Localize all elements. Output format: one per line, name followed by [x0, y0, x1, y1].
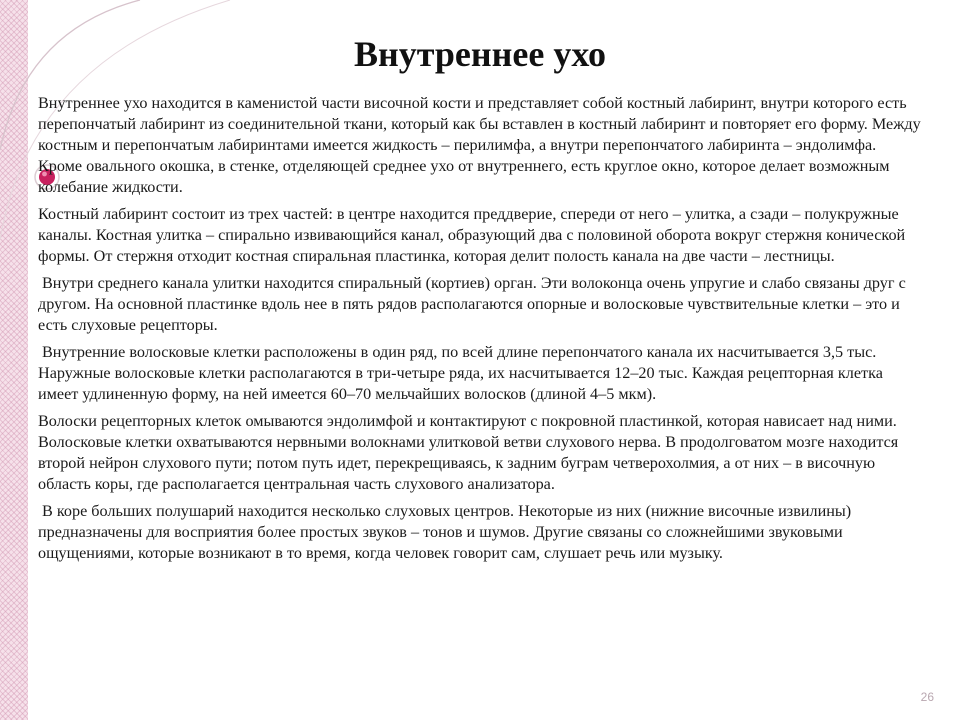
slide-title: Внутреннее ухо	[354, 34, 606, 74]
paragraph-auditory-centers: В коре больших полушарий находится несколько слуховых центров. Некоторые из них (нижние височные извилины) предназначены для восприятия более простых звуков – тонов и шумов. Другие связаны со сложнейшими звуковыми ощущениями, которые возникают в то время, когда человек говорит сам, слушает речь или музыку.	[38, 502, 852, 562]
slide-body	[38, 93, 924, 570]
paragraph-hair-cells: Внутренние волосковые клетки расположены в один ряд, по всей длине перепончатого канала их насчитывается 3,5 тыс. Наружные волосковые клетки располагаются в три-четыре ряда, их насчитывается 12–20 тыс. Каждая рецепторная клетка имеет удлиненную форму, на ней имеется 60–70 мельчайших волосков (длиной 4–5 мкм).	[38, 343, 883, 403]
paragraph-inner-ear-overview: Внутреннее ухо находится в каменистой части височной кости и представляет собой костный лабиринт, внутри которого есть перепончатый лабиринт из соединительной ткани, который как бы вставлен в костный лабиринт и повторяет его форму. Между костным и перепончатым лабиринтами имеется жидкость – перилимфа, а внутри перепончатого лабиринта – эндолимфа. Кроме овального окошка, в стенке, отделяющей среднее ухо от внутреннего, есть круглое окно, которое делает возможным колебание жидкости.	[38, 94, 921, 196]
paragraph-bony-labyrinth: Костный лабиринт состоит из трех частей: в центре находится преддверие, спереди от него – улитка, а сзади – полукружные каналы. Костная улитка – спирально извивающийся канал, образующий два с половиной оборота вокруг стержня конической формы. От стержня отходит костная спиральная пластинка, которая делит полость канала на две части – лестницы.	[38, 205, 906, 265]
paragraph-organ-of-corti: Внутри среднего канала улитки находится спиральный (кортиев) орган. Эти волоконца очень упругие и слабо связаны друг с другом. На основной пластинке вдоль нее в пять рядов располагаются опорные и волосковые чувствительные клетки – это и есть слуховые рецепторы.	[38, 274, 906, 334]
page-number: 26	[920, 690, 934, 704]
paragraph-auditory-pathway: Волоски рецепторных клеток омываются эндолимфой и контактируют с покровной пластинкой, которая нависает над ними. Волосковые клетки охватываются нервными волокнами улитковой ветви слухового нерва. В продолговатом мозге находится второй нейрон слухового пути; потом путь идет, перекрещиваясь, к задним буграм четверохолмия, а от них – в височную область коры, где располагается центральная часть слухового анализатора.	[38, 412, 899, 493]
